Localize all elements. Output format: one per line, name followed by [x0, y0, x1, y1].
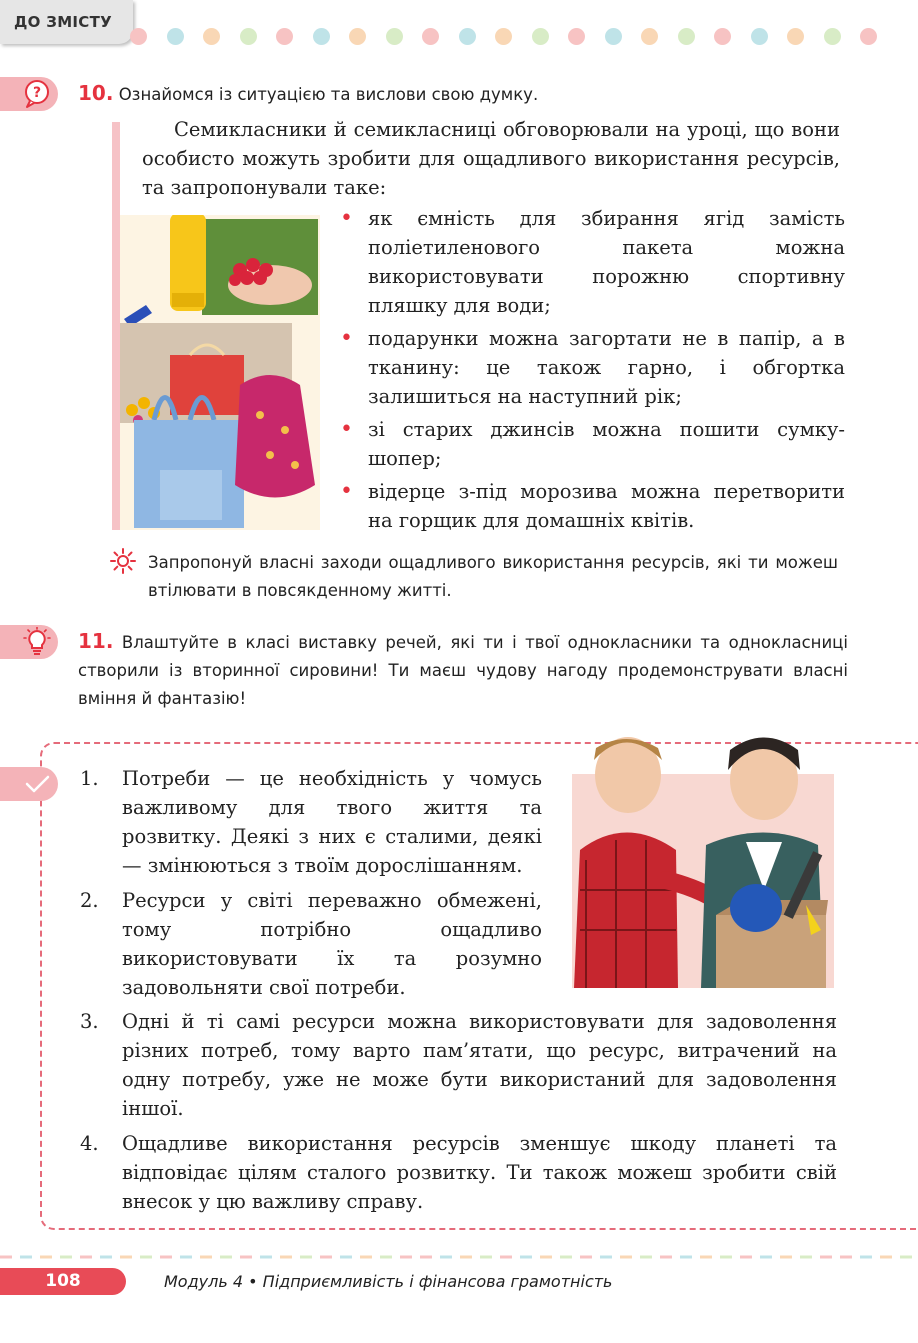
- list-item: 2. Ресурси у світі переважно обмежені, тому потрібно ощадливо використовувати їх та розумно задовольняти свої потреби.: [80, 889, 542, 999]
- task-number: 10.: [78, 81, 114, 105]
- page-number: 108: [0, 1268, 126, 1295]
- decorative-dot: [824, 28, 841, 45]
- svg-text:?: ?: [32, 85, 42, 101]
- decorative-dot: [349, 28, 366, 45]
- decorative-dot: [203, 28, 220, 45]
- decorative-dot: [422, 28, 439, 45]
- list-item: • подарунки можна загортати не в папір, а в тканину: це також гарно, і обгортка залишиться на наступний рік;: [340, 326, 845, 408]
- task-11-tab: [0, 625, 58, 659]
- decorative-dot: [568, 28, 585, 45]
- decorative-dot: [641, 28, 658, 45]
- decorative-dot: [130, 28, 147, 45]
- decorative-dot: [532, 28, 549, 45]
- decorative-dot: [313, 28, 330, 45]
- toc-button[interactable]: ДО ЗМІСТУ: [0, 0, 133, 44]
- decorative-dot: [240, 28, 257, 45]
- decorative-dot: [751, 28, 768, 45]
- reuse-photo-collage: [120, 215, 320, 530]
- sun-icon: [110, 548, 136, 574]
- list-item: 3. Одні й ті самі ресурси можна використовувати для задоволення різних потреб, тому варто пам’ятати, що ресурс, витрачений на одну потребу, уже не може бути використаний для задоволення іншої.: [80, 1010, 837, 1120]
- task-10-intro: Семикласники й семикласниці обговорювали на уроці, що вони особисто можуть зробити для ощадливого використання ресурсів, та запропонували таке:: [142, 118, 840, 199]
- task-10-tab: [0, 77, 58, 111]
- task-10-bullets: [340, 204, 845, 539]
- list-item: • як ємність для збирання ягід замість поліетиленового пакета можна використовувати порожню спортивну пляшку для води;: [340, 206, 845, 317]
- summary-tab: [0, 767, 58, 801]
- task-10-extra: Запропонуй власні заходи ощадливого використання ресурсів, які ти можеш втілювати в повсякденному житті.: [148, 553, 838, 600]
- bullet-icon: •: [340, 417, 353, 442]
- decorative-dot: [495, 28, 512, 45]
- list-item: 1. Потреби — це необхідність у чомусь важливому для твого життя та розвитку. Деякі з них є сталими, деякі — змінюються з твоїм дорослішанням.: [80, 767, 542, 877]
- decorative-dot: [860, 28, 877, 45]
- checkmark-icon: [22, 769, 52, 799]
- decorative-dot: [714, 28, 731, 45]
- list-item: • відерце з-під морозива можна перетворити на горщик для домашніх квітів.: [340, 479, 845, 532]
- list-item: 4. Ощадливе використання ресурсів зменшує шкоду планеті та відповідає цілям сталого розвитку. Ти також можеш зробити свій внесок у цю важливу справу.: [80, 1132, 837, 1213]
- decorative-dot: [678, 28, 695, 45]
- summary-list-part1: [80, 764, 542, 1008]
- boys-with-box-photo: [566, 730, 834, 988]
- summary-list-part2: [80, 1007, 837, 1222]
- quote-bar: [112, 122, 120, 530]
- task-10-header: [78, 79, 878, 109]
- bullet-icon: •: [340, 206, 353, 231]
- list-item: • зі старих джинсів можна пошити сумку-шопер;: [340, 417, 845, 470]
- lightbulb-icon: [22, 627, 52, 657]
- module-title: Модуль 4 • Підприємливість і фінансова грамотність: [164, 1272, 613, 1291]
- decorative-dot: [167, 28, 184, 45]
- decorative-dot: [605, 28, 622, 45]
- task-instruction: Ознайомся із ситуацією та вислови свою думку.: [118, 85, 539, 104]
- footer-decorative-lines: [0, 1253, 918, 1261]
- decorative-dot: [386, 28, 403, 45]
- decorative-dot: [276, 28, 293, 45]
- decorative-dot: [459, 28, 476, 45]
- bullet-icon: •: [340, 479, 353, 504]
- task-number: 11.: [78, 629, 114, 653]
- bullet-icon: •: [340, 326, 353, 351]
- decorative-dot: [787, 28, 804, 45]
- task-11-text: 11. Влаштуйте в класі виставку речей, які ти і твої однокласники та однокласниці створили із вторинної сировини! Ти маєш чудову нагоду продемонструвати власні вміння й фантазію!: [78, 629, 848, 708]
- question-mark-icon: [22, 79, 52, 109]
- decorative-dots: [130, 28, 918, 48]
